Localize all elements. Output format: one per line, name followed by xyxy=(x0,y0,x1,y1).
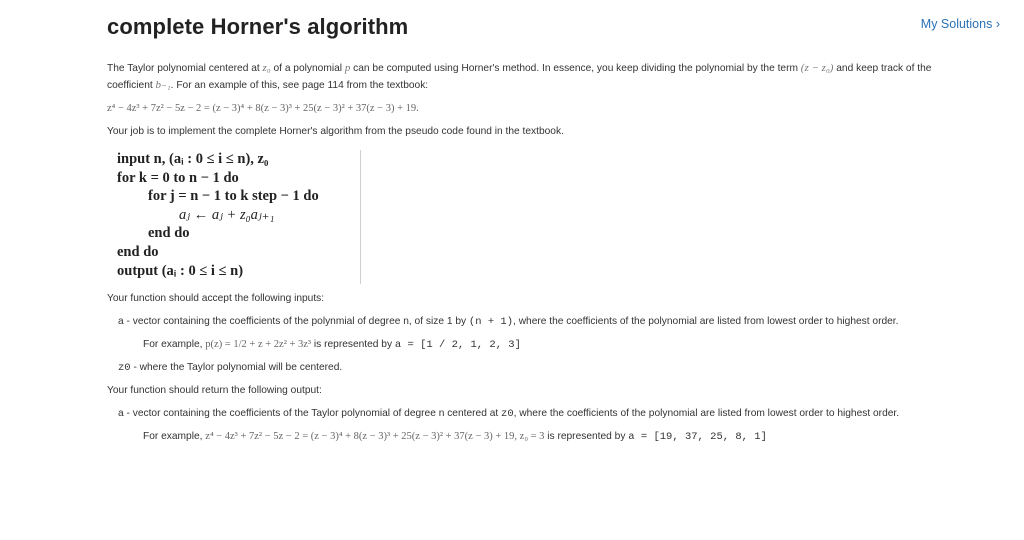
my-solutions-label: My Solutions xyxy=(920,17,993,31)
algo-line-end-outer: end do xyxy=(117,243,159,260)
output-a-text-1: a - vector containing the coefficients of the Taylor polynomial of degree n centered at xyxy=(118,408,502,420)
output-example xyxy=(107,429,967,445)
algo-line-end-inner: end do xyxy=(148,225,190,242)
input-example-poly: p(z) = 1/2 + z + 2z² + 3z³ xyxy=(205,339,312,351)
intro-text-2: of a polynomial xyxy=(270,63,345,74)
input-example-label: For example, xyxy=(143,339,206,351)
page-title: complete Horner's algorithm xyxy=(107,14,409,39)
output-example-label: For example, xyxy=(143,431,206,443)
input-z0-desc xyxy=(107,360,967,376)
input-a-text-2: , where the coefficients of the polynomial are listed from lowest order to highest order. xyxy=(513,316,899,328)
intro-text-4: and keep track of the coefficient xyxy=(107,63,932,91)
input-a-desc xyxy=(107,314,967,330)
algorithm-pseudocode xyxy=(117,150,361,284)
algo-line-input: input n, (aᵢ : 0 ≤ i ≤ n), z₀ xyxy=(117,151,269,167)
input-a-size: (n + 1) xyxy=(468,316,514,329)
intro-text-5: . For an example of this, see page 114 from the textbook: xyxy=(170,80,429,91)
output-a-code: z0 xyxy=(501,408,514,421)
job-text: Your job is to implement the complete Horner's algorithm from the pseudo code found in the textbook. xyxy=(107,126,564,137)
intro-paragraph xyxy=(107,60,967,94)
intro-b: b₋₁ xyxy=(155,79,171,91)
my-solutions-link[interactable] xyxy=(921,17,1000,31)
chevron-right-icon: › xyxy=(995,17,1000,31)
input-z0-text: - where the Taylor polynomial will be centered. xyxy=(130,362,343,374)
input-example-mid: is represented by xyxy=(311,339,395,351)
algo-line-update: aⱼ ← aⱼ + z₀aⱼ₊₁ xyxy=(179,206,275,223)
output-example-poly: z⁴ − 4z³ + 7z² − 5z − 2 = (z − 3)⁴ + 8(z − 3)³ + 25(z − 3)² + 37(z − 3) + 19, z₀ = 3 xyxy=(205,431,545,443)
intro-p: p xyxy=(344,62,351,74)
intro-text-1: The Taylor polynomial centered at xyxy=(107,63,263,74)
example-equation: z⁴ − 4z³ + 7z² − 5z − 2 = (z − 3)⁴ + 8(z − 3)³ + 25(z − 3)² + 37(z − 3) + 19. xyxy=(107,103,419,114)
input-a-text-1: a - vector containing the coefficients of the polynmial of degree n, of size 1 by xyxy=(118,316,469,328)
output-a-desc xyxy=(107,406,967,422)
problem-description xyxy=(107,60,967,445)
inputs-heading: Your function should accept the following inputs: xyxy=(107,293,325,305)
output-example-mid: is represented by xyxy=(544,431,629,443)
algo-line-for-k: for k = 0 to n − 1 do xyxy=(117,169,239,186)
intro-text-3: can be computed using Horner's method. In essence, you keep dividing the polynomial by the term xyxy=(350,63,801,74)
algo-line-for-j: for j = n − 1 to k step − 1 do xyxy=(148,188,319,205)
output-a-text-2: , where the coefficients of the polynomial are listed from lowest order to highest order. xyxy=(513,408,900,420)
output-example-code: a = [19, 37, 25, 8, 1] xyxy=(628,431,767,444)
algo-line-output: output (aᵢ : 0 ≤ i ≤ n) xyxy=(117,262,244,279)
output-heading: Your function should return the following output: xyxy=(107,385,322,397)
input-example xyxy=(107,337,967,353)
intro-term: (z − z₀) xyxy=(800,62,834,74)
intro-z0: z₀ xyxy=(262,62,271,74)
input-example-code: a = [1 / 2, 1, 2, 3] xyxy=(394,339,521,352)
input-z0-code: z0 xyxy=(118,362,131,375)
